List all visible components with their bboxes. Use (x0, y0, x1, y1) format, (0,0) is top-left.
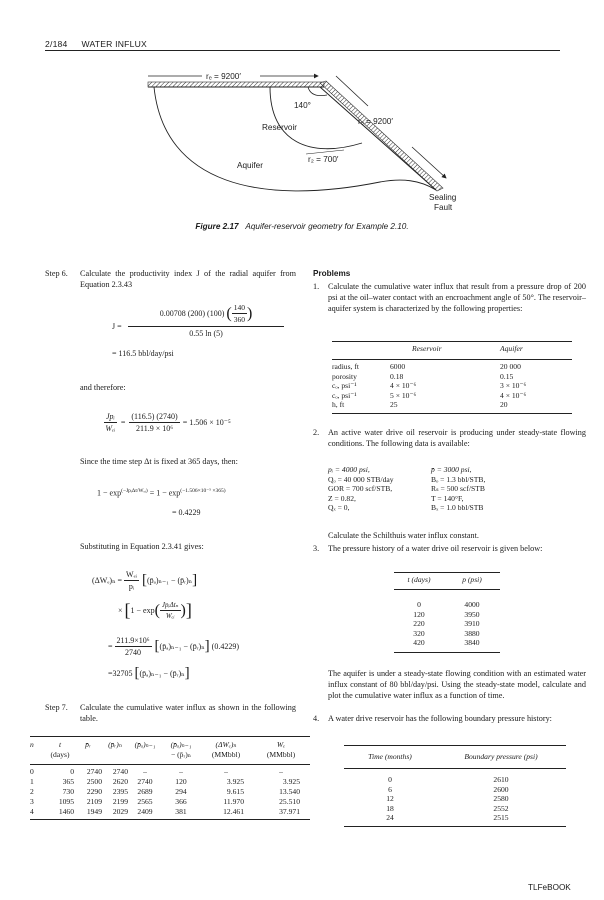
p4-table (344, 775, 566, 823)
table-row (344, 813, 566, 823)
eq4-exp-den: Wₑᵢ (165, 612, 175, 620)
eq4-eq2-den: 2740 (125, 648, 142, 657)
sub-dwe: (MMbbl) (211, 750, 241, 759)
p3-text: The pressure history of a water drive oil reservoir is given below: (328, 544, 543, 553)
p1-table-head (332, 344, 572, 354)
label-re-right: rₑ = 9200′ (358, 117, 393, 126)
eq4-times: × (118, 606, 123, 615)
t1-h1: Reservoir (412, 344, 442, 353)
eq4-line4: =32705 [ (p̄ₐ)ₙ₋₁ − (p̄ᵣ)ₙ ] (108, 665, 190, 681)
t3-header-row (344, 752, 566, 762)
table-row (30, 807, 310, 817)
eq2-den: 211.9 × 10⁶ (136, 424, 174, 433)
table-row (394, 629, 500, 639)
p2-data (328, 465, 548, 513)
cell: 3.925 (282, 777, 300, 786)
cell: 220 (413, 619, 425, 629)
list-item (328, 484, 548, 494)
p3-table-head (394, 575, 500, 585)
eq3-mid: = 1 − exp (149, 488, 181, 498)
therefore-text: and therefore: (80, 383, 126, 392)
p2-text: An active water drive oil reservoir is producing under steady-state flowing conditions. The following data is available: (328, 428, 586, 448)
cell: 5 × 10⁻⁶ (390, 390, 417, 400)
eq1-fraction: 0.00708 (200) (100) ( $\frac{140}{360}$ ) 0.55 ln (5) (128, 303, 284, 338)
eq4-frac-num: Wₑᵢ (126, 570, 137, 579)
p1-text: Calculate the cumulative water influx that result from a pressure drop of 200 psi at the oil–water contact with an encroachment angle of 50°. The reservoir–aquifer system is characterized by the following properties: (328, 282, 586, 313)
step7-text: Calculate the cumulative water influx as shown in the following table. (80, 703, 296, 723)
cell: 0 (388, 775, 392, 784)
cell: 0.15 (500, 371, 514, 381)
cell: 2565 (137, 797, 153, 806)
label-sealing: Sealing (429, 193, 457, 202)
cell: Qₒ = 40 000 STB/day (328, 474, 394, 484)
eq4-eq2-tail: (0.4229) (211, 642, 239, 651)
eq1-num-a: 0.00708 (200) (100) (159, 309, 225, 318)
table-row (30, 787, 310, 797)
t1-bottom-rule (332, 413, 572, 414)
table-row (30, 767, 310, 777)
t2-h0: t (days) (407, 575, 431, 584)
cell: cₒ, psi⁻¹ (332, 381, 357, 391)
eq4-exp-num: JpᵢΔtₙ (161, 601, 179, 609)
cell: 1 (30, 777, 34, 786)
cell: 1460 (58, 807, 74, 816)
footer-text: TLFeBOOK (528, 883, 571, 892)
caption-number: Figure 2.17 (195, 222, 239, 231)
header-rule (45, 50, 560, 51)
label-re-top: rₑ = 9200′ (206, 72, 241, 81)
sub-t: (days) (50, 750, 70, 759)
cell: 11.970 (223, 797, 244, 806)
t2-top-rule (394, 572, 500, 573)
cell: 2395 (112, 787, 128, 796)
th-pr: p̄ᵣ (85, 740, 91, 749)
cell: 2620 (112, 777, 128, 786)
cell: 2 (30, 787, 34, 796)
cell: Bₒ = 1.3 bbl/STB, (431, 474, 486, 484)
table-row (394, 600, 500, 610)
cell: 25.510 (279, 797, 300, 806)
cell: 2029 (112, 807, 128, 816)
t1-h0 (332, 344, 388, 354)
th-pan1: (p̄ₐ)ₙ₋₁ (134, 740, 156, 749)
p4-table-head (344, 752, 566, 762)
t3-mid-rule (344, 768, 566, 769)
top-boundary (148, 82, 324, 87)
eq1-result: = 116.5 bbl/day/psi (112, 349, 174, 358)
th-n: n (30, 740, 34, 749)
eq4-line2: × [ 1 − exp ( $\frac{\text{JpᵢΔtₙ}}{\text{Wₑᵢ}}$ ) ] (118, 600, 192, 620)
list-item (328, 475, 548, 485)
t1-header-row (332, 344, 572, 354)
cell: 25 (390, 400, 398, 410)
cell: GOR = 700 scf/STB, (328, 484, 393, 494)
list-item (328, 494, 548, 504)
figure-caption (0, 222, 604, 231)
cell: – (224, 767, 228, 776)
problems-title: Problems (313, 269, 351, 278)
t3-h1: Boundary pressure (psi) (464, 752, 538, 761)
p3-tail: The aquifer is under a steady-state flowing condition with an estimated water influx constant of 80 bbl/day/psi. Using the steady-state model, calculate and plot the cumulative water influx as a function of time. (328, 669, 586, 700)
cell: 2740 (86, 767, 102, 776)
eq1-inner-den: 360 (233, 315, 245, 324)
th-diff: (p̄ₐ)ₙ₋₁ (170, 740, 192, 749)
sealing-fault (320, 81, 443, 191)
cell: h, ft (332, 400, 345, 410)
th-we: Wₑ (276, 740, 286, 749)
table-row (332, 362, 572, 372)
cell: 2689 (137, 787, 153, 796)
cell: – (279, 767, 283, 776)
cell: 381 (175, 807, 187, 816)
t3-h0: Time (months) (368, 752, 412, 761)
table-row (344, 785, 566, 795)
t3-top-rule (344, 745, 566, 746)
th-t: t (58, 740, 62, 749)
table-row (332, 391, 572, 401)
p2-tail: Calculate the Schilthuis water influx constant. (328, 531, 479, 540)
cell: T = 140°F, (431, 493, 464, 503)
eq2-result: = 1.506 × 10⁻⁵ (182, 418, 231, 427)
aquifer-reservoir-figure (140, 64, 470, 216)
label-fault: Fault (434, 203, 453, 212)
table-row (394, 638, 500, 648)
page-header (45, 39, 147, 49)
cell: 6 (388, 784, 392, 794)
step7-table (30, 740, 310, 760)
table-row (332, 372, 572, 382)
label-r2: r₂ = 700′ (308, 155, 339, 164)
table-row (394, 619, 500, 629)
table-row (30, 797, 310, 807)
eq4-bracket-2: (p̄ₐ)ₙ₋₁ − (p̄ᵣ)ₙ (159, 642, 205, 651)
p2-num: 2. (313, 428, 320, 437)
cell: 420 (413, 638, 425, 648)
step6-text: Calculate the productivity index J of the radial aquifer from Equation 2.3.43 (80, 269, 296, 289)
cell: cₒ, psi⁻¹ (332, 390, 357, 400)
step7-label: Step 7. (45, 703, 68, 712)
t2-header-row (394, 575, 500, 585)
p3-table (394, 600, 500, 648)
table-row (344, 804, 566, 814)
cell: 120 (175, 777, 187, 786)
cell: 2199 (112, 797, 128, 806)
list-item (328, 465, 548, 475)
table-row (344, 794, 566, 804)
cell: 3 × 10⁻⁶ (500, 381, 527, 391)
cell: pᵢ = 4000 psi, (328, 465, 370, 474)
eq4-eq2-num: 211.9×10⁶ (116, 636, 150, 645)
t2-bottom-rule (394, 652, 500, 653)
cell: 4 (30, 807, 34, 816)
step7-table-body (30, 767, 310, 817)
cell: p̄ = 3000 psi, (431, 465, 472, 474)
eq2: $\frac{\text{Jpᵢ}}{\text{Wₑᵢ}}$ = $\frac{(116.5) (2740)}{\text{211.9 × 10⁶}}$ = 1.506 × 10⁻⁵ (105, 412, 231, 433)
p4-num: 4. (313, 714, 320, 723)
r2-leader (306, 150, 344, 154)
cell: 3.925 (226, 777, 244, 786)
th-prn: (p̄ᵣ)ₙ (108, 740, 122, 749)
sub-n (30, 750, 46, 760)
t3-bottom-rule (344, 826, 566, 827)
p1-num: 1. (313, 282, 320, 291)
label-aquifer: Aquifer (237, 161, 263, 170)
cell: 20 (500, 400, 508, 410)
cell: 366 (175, 797, 187, 806)
list-item (328, 503, 548, 513)
fault-line (320, 87, 436, 190)
cell: 3 (30, 797, 34, 806)
cell: 3880 (464, 628, 480, 638)
cell: 0 (70, 767, 74, 776)
sub-prn (102, 750, 128, 760)
cell: 320 (413, 628, 425, 638)
t1-mid-rule (332, 359, 572, 360)
cell: 18 (386, 803, 394, 813)
eq4-lhs: (ΔWₑ)ₙ = (92, 576, 123, 585)
eq1-den: 0.55 ln (5) (189, 329, 223, 338)
subst-text: Substituting in Equation 2.3.41 gives: (80, 542, 204, 551)
table-row (394, 610, 500, 620)
cell: 24 (386, 813, 394, 823)
cell: 13.540 (279, 787, 300, 796)
eq4-exp-term: 1 − exp (130, 606, 155, 615)
cell: – (143, 767, 147, 776)
cell: 2740 (137, 777, 153, 786)
eq3-lhs: 1 − exp (97, 488, 122, 498)
eq2-num: (116.5) (2740) (131, 412, 178, 421)
cell: 1949 (86, 807, 102, 816)
th-dwe: (ΔWₑ)ₙ (215, 740, 237, 749)
cell: 6000 (390, 362, 406, 371)
cell: 4 × 10⁻⁶ (390, 381, 417, 391)
reservoir-boundary (270, 87, 362, 149)
cell: 3910 (464, 619, 480, 629)
t2-h1: p (psi) (462, 575, 482, 584)
table-row (332, 400, 572, 410)
cell: 3840 (464, 638, 480, 648)
eq4-eq3-lhs: =32705 (108, 669, 133, 678)
eq4-line3: = $\frac{\text{211.9×10⁶}}{2740}$ [ (p̄ₐ)ₙ₋₁ − (p̄ᵣ)ₙ ] (0.4229) (108, 636, 239, 657)
cell: 2515 (493, 813, 509, 823)
eq2-lhs-num: Jpᵢ (106, 412, 115, 421)
cell: 37.971 (279, 807, 300, 816)
cell: 0.18 (390, 371, 404, 381)
t2-mid-rule (394, 589, 500, 590)
sub-diff: − (p̄ᵣ)ₙ (170, 750, 192, 759)
cell: porosity (332, 371, 357, 381)
cell: 3950 (464, 609, 480, 619)
eq4-frac-den: pᵢ (128, 582, 135, 591)
cell: 2740 (112, 767, 128, 776)
cell: 4 × 10⁻⁶ (500, 390, 527, 400)
sub-pr (74, 750, 102, 760)
cell: 365 (62, 777, 74, 786)
table-row (30, 777, 310, 787)
cell: – (179, 767, 183, 776)
step7-table-subheader-row (30, 750, 310, 760)
cell: 2109 (86, 797, 102, 806)
cell: 2552 (493, 803, 509, 813)
cell: 120 (413, 609, 425, 619)
caption-text: Aquifer-reservoir geometry for Example 2.10. (245, 222, 409, 231)
eq3-mid-exp: (−1.506×10⁻⁵ ×365) (180, 488, 226, 494)
since-text: Since the time step Δt is fixed at 365 days, then: (80, 457, 238, 466)
table-row (344, 775, 566, 785)
cell: 2290 (86, 787, 102, 796)
p1-table (332, 362, 572, 410)
cell: Rₛ = 500 scf/STB (431, 484, 485, 494)
cell: 1095 (58, 797, 74, 806)
cell: 4000 (464, 600, 480, 609)
eq2-lhs-den: Wₑᵢ (105, 424, 116, 433)
step7-table-header-row (30, 740, 310, 750)
cell: 20 000 (500, 362, 521, 371)
cell: 294 (175, 787, 187, 796)
step7-table-mid-rule (30, 764, 310, 765)
t1-h2: Aquifer (500, 344, 523, 353)
eq4-bracket-3: (p̄ₐ)ₙ₋₁ − (p̄ᵣ)ₙ (139, 669, 185, 678)
cell: radius, ft (332, 362, 359, 371)
table-row (332, 381, 572, 391)
p3-num: 3. (313, 544, 320, 553)
eq4-bracket: (p̄ₐ)ₙ₋₁ − (p̄ᵣ)ₙ (146, 576, 193, 585)
label-reservoir: Reservoir (262, 123, 298, 132)
cell: 0 (30, 767, 34, 776)
cell: Z = 0.82, (328, 493, 356, 503)
eq3-lhs-exp: (−JpᵢΔt/Wₑᵢ) (121, 488, 148, 494)
cell: 9.615 (226, 787, 244, 796)
cell: 2610 (493, 775, 509, 784)
section-title: WATER INFLUX (81, 39, 147, 49)
eq3 (97, 488, 226, 498)
eq1-lhs: J = (112, 322, 122, 331)
sub-we: (MMbbl) (266, 750, 296, 759)
step7-table-bottom-rule (30, 819, 310, 820)
eq1-inner-num: 140 (233, 303, 245, 312)
cell: Qₓ = 0, (328, 503, 350, 513)
p4-text: A water drive reservoir has the following boundary pressure history: (328, 714, 552, 723)
cell: 2500 (86, 777, 102, 786)
cell: 0 (417, 600, 421, 609)
t1-top-rule (332, 341, 572, 342)
page-number: 2/184 (45, 39, 68, 49)
cell: 2600 (493, 784, 509, 794)
cell: 2580 (493, 794, 509, 804)
label-angle: 140° (294, 101, 311, 110)
eq4-line1: (ΔWₑ)ₙ = $\frac{\text{Wₑᵢ}}{\text{pᵢ}}$ [ (p̄ₐ)ₙ₋₁ − (p̄ᵣ)ₙ ] (92, 570, 198, 591)
sub-pan1 (128, 750, 162, 760)
cell: 2409 (137, 807, 153, 816)
step7-table-top-rule (30, 736, 310, 737)
step6-label: Step 6. (45, 269, 68, 278)
cell: Bₓ = 1.0 bbl/STB (431, 503, 484, 513)
cell: 730 (62, 787, 74, 796)
cell: 12.461 (223, 807, 244, 816)
eq3-result: = 0.4229 (172, 508, 201, 517)
cell: 12 (386, 794, 394, 804)
